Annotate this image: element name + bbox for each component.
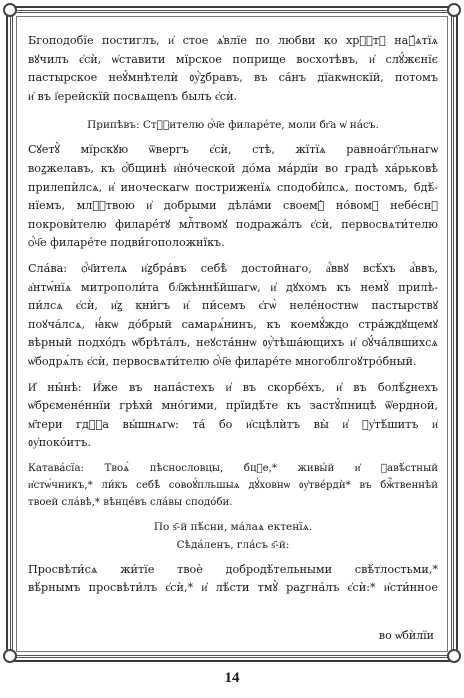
text-line: покровѝтелю филаре́тꙋ млⷭ҇твомꙋ подража́лъ є҆сѝ, первосвѧти́телю xyxy=(28,217,438,231)
text-line: вѣ́рнымъ просвѣти́лъ є҆сѝ,* и҆ лѣ́сти тмꙋ̀ раꙁгна́лъ є҆сѝ:* и҆сти́нное xyxy=(28,581,438,595)
sedalen-heading: Сѣда́ленъ, гла́съ ѕ҃-й: xyxy=(176,538,290,551)
text-line: Сла́ва: ѻ҆́ч҃ителѧ и҆ꙁбра́въ себѣ̀ достойнаго, а҆́ввꙋ всѣ́хъ а҆́ввъ, xyxy=(28,261,438,275)
corner-ornament xyxy=(3,649,17,663)
paragraph-glory xyxy=(28,260,438,372)
text-line: Катава́сїа: Твоѧ̀ пѣснословцы, бцⷣе,* живы́й и҆ ꙁавѣ́стный xyxy=(28,462,438,474)
paragraph-1 xyxy=(28,32,438,106)
text-line: ѻ҆́ч҃е филаре́те подви́гоположнїкъ. xyxy=(28,236,225,250)
text-line: пи́лсѧ є҆сѝ, и҆ꙁ кни́гъ и҆ пи́семъ є҆гѡ̀ неле́ностнѡ пастырствꙋ xyxy=(28,299,438,313)
text-line: пастырское неꙋ́мнѣтелѝ ᲂу҆̀ꙁбравъ, въ са́нъ дїакѡнскїй, потомъ xyxy=(28,71,438,85)
page-text xyxy=(28,32,438,598)
corner-ornament xyxy=(447,3,461,17)
text-line: а҆нтѡ́нїѧ митрополи́та бл҃жѣннѣ́йшагѡ, и҆ дꙋхомъ къ немꙋ̀ прилѣ- xyxy=(28,280,438,294)
page-number: 14 xyxy=(224,670,240,686)
text-line: и҆ въ і҆ерейскїй посвѧщеnъ былъ є҆сѝ. xyxy=(28,89,238,103)
text-line: м҃тери гдⷭ҇а вы́шнѧгѡ: та́ бо и҆сцѣлѝтъ вы̀ и҆ ᲂу҆тѣ́шитъ и҆ xyxy=(28,417,438,431)
text-line: ѡ҆бодрѧ́лъ є҆сѝ, первосвѧти́телю ѻ҆́ч҃е филаре́те многоблгоꙋтро́бный. xyxy=(28,354,417,368)
text-line: прилепѝлсѧ, и҆ иноческагѡ постриженїѧ сподобѝлсѧ, постомъ, бдѣ́- xyxy=(28,180,438,194)
text-line: Сꙋетꙋ̀ мїрскꙋю ѿвергъ є҆сѝ, стѣ, жїтїѧ равноа́гг҃льнагѡ xyxy=(28,143,438,157)
text-line: твоей сла́вѣ,* вѣнце́въ сла́вы сподо́би. xyxy=(28,496,233,508)
paragraph-now xyxy=(28,379,438,453)
text-line: ѡ҆брємене́ннїи грѣхи̑ мно́гими, прїидѣ́те къ застꙋ́пницѣ ѿ҆ердной, xyxy=(28,399,438,413)
text-line: И҆ ны́нѣ: И҆́же въ напа́стехъ и҆ въ скорбе́хъ, и҆ въ болѣ́ꙁнехъ xyxy=(28,380,438,394)
text-line: вꙋчилъ є҆сѝ, ѡ҆ставити мїрское поприще восхотѣвъ, и҆ слꙋ́жєнїє xyxy=(28,52,438,66)
text-line: и҆стѡ́чникъ,* ли́къ себѣ̀ совоꙋ́пльшыѧ дꙋ́ховнѡ ᲂу҆тве́рдѝ* въ бжⷭ҇твеннѣй xyxy=(28,479,438,491)
paragraph-katavasia xyxy=(28,460,438,511)
text-line: Просвѣти́сѧ жи́тїе твоѐ добродѣ́тельными свѣ́тлостьми,* xyxy=(28,562,438,576)
corner-ornament xyxy=(3,3,17,17)
text-line: нїемъ, млⷭ҇твою и҆ добрыми дѣла́ми своемꙋ̀ но́вомꙋ небе́снꙋ xyxy=(28,199,438,213)
text-line: вѣрный подхо́дъ ѡ҆брѣта́лъ, неꙋста́ннѡ ᲂу҆̀тѣша́ющихъ и҆ ѻ҆ꙋ́ча́лвшихсѧ xyxy=(28,336,438,350)
catchword: во ѡ҆бѝлїи xyxy=(378,629,434,642)
refrain-line: Припѣвъ: Стⷭ҇ителю ѻ҆́ч҃е филаре́те, моли бг҃а ѡ҆ на́съ. xyxy=(87,119,379,132)
corner-ornament xyxy=(447,649,461,663)
text-line: ᲂу҆поко́итъ. xyxy=(28,436,91,450)
text-line: воꙁжелавъ, къ ѻ҆́бщинѣ и҆но́ческой до́ма ма́рдїи во градѣ ха́рьковѣ xyxy=(28,161,438,175)
paragraph-2 xyxy=(28,141,438,253)
ektenia-heading: По ѕ҃-й пѣ́сни, ма́лаѧ ектенїѧ. xyxy=(153,520,313,533)
text-line: Бгоподобїе постиглъ, и҆ стое ѧ҆влїе по любви ко хрⷭ҇тꙋ наꙁ́ѧтїѧ xyxy=(28,34,438,47)
paragraph-sedalen xyxy=(28,561,438,598)
text-line: поꙋча́лсѧ, ꙗ҆́кѡ до́брый самарѧ́нинъ, къ коемꙋ́ждо стра́ждꙋщемꙋ xyxy=(28,317,438,331)
